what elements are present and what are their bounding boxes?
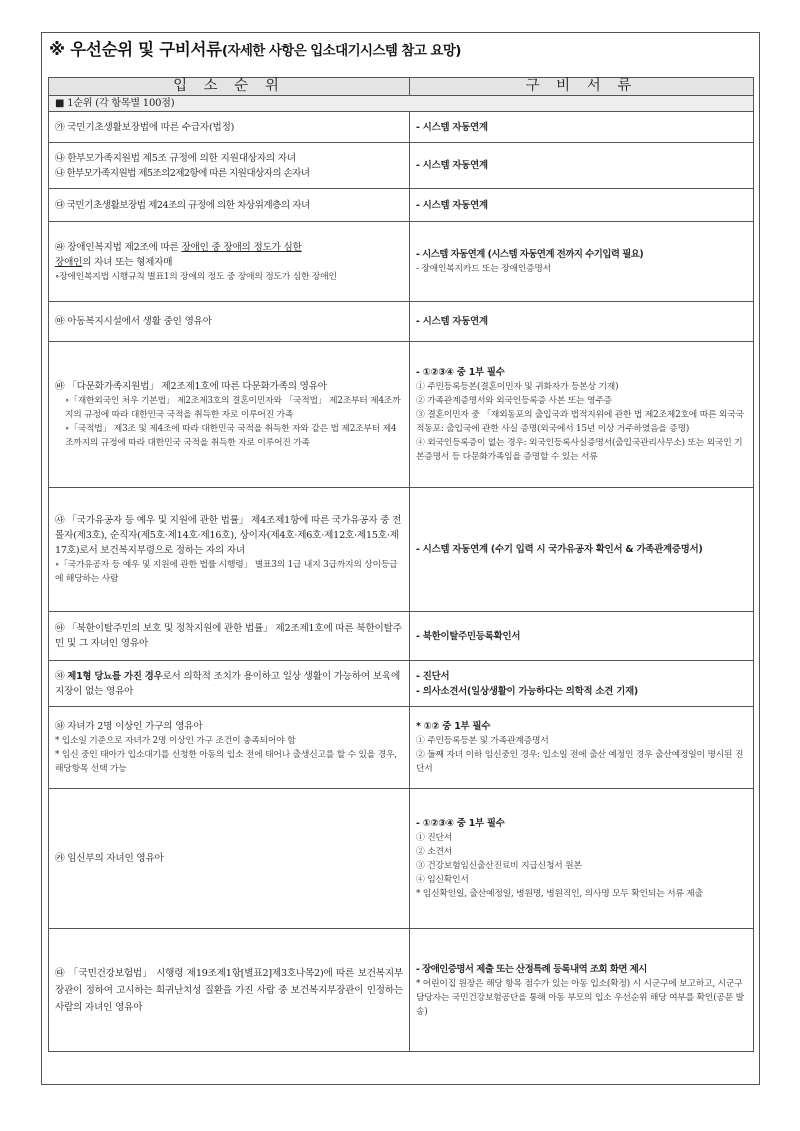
table-row [49, 707, 754, 789]
page-title: ※ 우선순위 및 구비서류(자세한 사항은 입소대기시스템 참고 요망) [49, 40, 461, 59]
priority-cell: ㉴ 「국가유공자 등 예우 및 지원에 관한 법률」 제4조제1항에 따른 국가유공자 중 전몰자(제3호), 순직자(제5호·제14호·제16호), 상이자(제4호·제6호·제12호·제15호·제17호)로서 보건복지부령으로 정하는 자의 자녀 ∘「국가유공자 등 예우 및 지원에 관한 법률 시행령」 별표3의 1급 내지 3급까지의 상이등급에 해당하는 사람 [49, 488, 410, 612]
priority-cell: ㉷ 자녀가 2명 이상인 가구의 영유아 * 입소일 기준으로 자녀가 2명 이상인 가구 조건이 충족되어야 함 * 임신 중인 태아가 입소대기를 신청한 아동의 입소 전에 태어나 출생신고를 할 수 있을 경우, 해당항목 선택 가능 [49, 707, 410, 789]
priority-cell: ㉹ 「국민건강보험법」 시행령 제19조제1항[별표2]제3호나목2)에 따른 보건복지부장관이 정하여 고시하는 희귀난치성 질환을 가진 사람 중 보건복지부장관이 인정하는 사람의 자녀인 영유아 [49, 929, 410, 1052]
priority-cell: ㉶ 제1형 당뇨를 가진 경우로서 의학적 조치가 용이하고 일상 생활이 가능하여 보육에 지장이 없는 영유아 [49, 661, 410, 707]
table-header-row [49, 78, 754, 96]
priority-cell: ㉳ 「다문화가족지원법」 제2조제1호에 따른 다문화가족의 영유아 ∘「재한외국인 처우 기본법」 제2조제3호의 결혼이민자와 「국적법」 제2조부터 제4조까지의 규정에 따라 대한민국 국적을 취득한 자로 이루어진 가족 ∘「국적법」 제3조 및 제4조에 따라 대한민국 국적을 취득한 자와 같은 법 제2조부터 제4조까지의 규정에 따라 대한민국 국적을 취득한 자로 이루어진 가족 [49, 342, 410, 488]
table-row [49, 789, 754, 929]
table-row [49, 612, 754, 661]
priority-cell: ㉸ 임신부의 자녀인 영유아 [49, 789, 410, 929]
table-row [49, 661, 754, 707]
documents-cell: - 시스템 자동연계 [410, 189, 754, 222]
documents-cell: - ①②③④ 중 1부 필수 ① 주민등록등본(결혼이민자 및 귀화자가 등본상 기재) ② 가족관계증명서와 외국인등록증 사본 또는 영주증 ③ 결혼이민자 중 「재외동포의 출입국과 법적지위에 관한 법 제2조제2호에 따른 외국국적동포: 출입국에 관한 사실 증명(외국에서 15년 이상 거주하였음을 증명) ④ 외국인등록증이 없는 경우: 외국인등록사실증명서(출입국관리사무소) 또는 외국인 기본증명서 등 다문화가족임을 증명할 수 있는 서류 [410, 342, 754, 488]
documents-cell: * ①② 중 1부 필수 ① 주민등록등본 및 가족관계증명서 ② 둘째 자녀 이하 임신중인 경우: 입소일 전에 출산 예정인 경우 출산예정일이 명시된 진단서 [410, 707, 754, 789]
table-row [49, 488, 754, 612]
priority-table [48, 77, 754, 1052]
priority-cell: ㉰ 국민기초생활보장법 제24조의 규정에 의한 차상위계층의 자녀 [49, 189, 410, 222]
documents-cell: - 시스템 자동연계 [410, 302, 754, 342]
documents-cell: - 시스템 자동연계 (시스템 자동연계 전까지 수기입력 필요) - 장애인복지카드 또는 장애인증명서 [410, 222, 754, 302]
column-header-priority: 입 소 순 위 [49, 78, 410, 96]
table-row [49, 143, 754, 189]
documents-cell: - 시스템 자동연계 [410, 112, 754, 143]
section-label: ■ 1순위 (각 항목별 100점) [49, 96, 754, 112]
table-row [49, 189, 754, 222]
table-row [49, 342, 754, 488]
priority-cell: ㉮ 국민기초생활보장법에 따른 수급자(법정) [49, 112, 410, 143]
table-row [49, 112, 754, 143]
table-row [49, 222, 754, 302]
documents-cell: - 시스템 자동연계 [410, 143, 754, 189]
priority-cell: ㉲ 아동복지시설에서 생활 중인 영유아 [49, 302, 410, 342]
documents-cell: - 북한이탈주민등록확인서 [410, 612, 754, 661]
priority-cell: ㉯ 한부모가족지원법 제5조 규정에 의한 지원대상자의 자녀 ㉯ 한부모가족지원법 제5조의2제2항에 따른 지원대상자의 손자녀 [49, 143, 410, 189]
column-header-documents: 구 비 서 류 [410, 78, 754, 96]
documents-cell: - 시스템 자동연계 (수기 입력 시 국가유공자 확인서 & 가족관계증명서) [410, 488, 754, 612]
priority-cell: ㉵ 「북한이탈주민의 보호 및 정착지원에 관한 법률」 제2조제1호에 따른 북한이탈주민 및 그 자녀인 영유아 [49, 612, 410, 661]
documents-cell: - 진단서 - 의사소견서(일상생활이 가능하다는 의학적 소견 기재) [410, 661, 754, 707]
section-row [49, 96, 754, 112]
priority-cell: ㉱ 장애인복지법 제2조에 따른 장애인 중 장애의 정도가 심한 장애인의 자녀 또는 형제자매 ∘장애인복지법 시행규칙 별표1의 장애의 정도 중 장애의 정도가 심한 장애인 [49, 222, 410, 302]
documents-cell: - ①②③④ 중 1부 필수 ① 진단서 ② 소견서 ③ 건강보험임신출산진료비 지급신청서 원본 ④ 임신확인서 * 임신확인일, 출산예정일, 병원명, 병원직인, 의사명 모두 확인되는 서류 제출 [410, 789, 754, 929]
table-row [49, 302, 754, 342]
documents-cell: - 장애인증명서 제출 또는 산정특례 등록내역 조회 화면 제시 * 어린이집 원장은 해당 항목 점수가 있는 아동 입소(확정) 시 시군구에 보고하고, 시군구 담당자는 국민건강보험공단을 통해 아동 부모의 입소 우선순위 해당 여부를 확인(공문 발송) [410, 929, 754, 1052]
table-row [49, 929, 754, 1052]
